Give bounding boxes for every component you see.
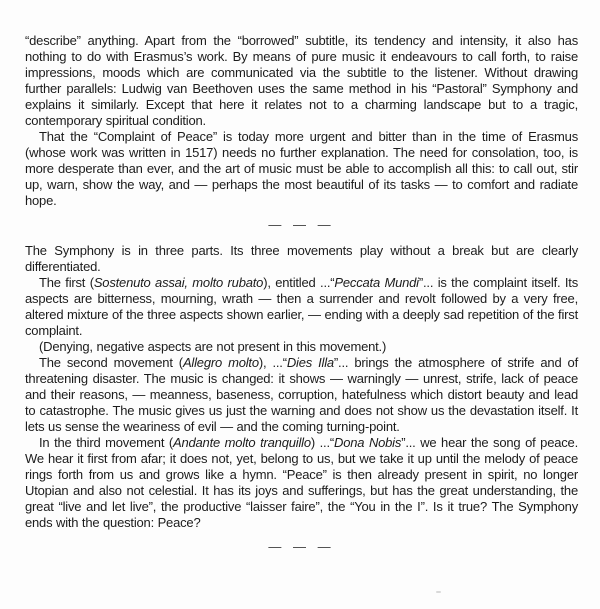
- section-symphony-structure: [25, 243, 578, 531]
- text-run: ) ...“: [310, 435, 335, 450]
- paragraph-denying-note: [25, 339, 578, 355]
- section-erasmus-context: [25, 33, 578, 209]
- text-run: The second movement (: [39, 355, 183, 370]
- italic-text-run: Dies Illa: [286, 355, 334, 370]
- text-run: In the third movement (: [39, 435, 173, 450]
- italic-text-run: Sostenuto assai, molto rubato: [93, 275, 264, 290]
- text-run: ”... is the complaint itself. Its aspects are bitterness, mourning, wrath — then a surrender and revolt followed by a very free, altered mixture of the three aspects shown earlier, — ending with a deeply sad repetition of the first complaint.: [25, 275, 578, 338]
- text-run: (Denying, negative aspects are not present in this movement.): [39, 339, 387, 354]
- paragraph-describe-anything: [25, 33, 578, 129]
- italic-text-run: Dona Nobis: [334, 435, 402, 450]
- italic-text-run: Peccata Mundi: [334, 275, 419, 290]
- paragraph-third-movement: [25, 435, 578, 531]
- text-run: The first (: [39, 275, 94, 290]
- scan-artifact-mark: [436, 591, 441, 593]
- italic-text-run: Andante molto tranquillo: [173, 435, 311, 450]
- paragraph-symphony-three-parts: [25, 243, 578, 275]
- text-run: ), ...“: [258, 355, 287, 370]
- italic-text-run: Allegro molto: [182, 355, 259, 370]
- text-run: ), entitled ...“: [263, 275, 335, 290]
- paragraph-complaint-of-peace: [25, 129, 578, 209]
- text-run: ”... we hear the song of peace. We hear it first from afar; it does not, yet, belong to us, but we take it up until the melody of peace rings forth from us and grows like a hymn. “Peace” is then already present in spirit, no longer Utopian and also not celestial. It has its joys and sufferings, but has the great understanding, the great “live and let live”, the productive “laisser faire”, the “You in the I”. Is it true? The Symphony ends with the question: Peace?: [25, 435, 578, 530]
- section-divider: — — —: [268, 217, 335, 232]
- paragraph-first-movement: [25, 275, 578, 339]
- text-run: The Symphony is in three parts. Its three movements play without a break but are clearly differentiated.: [25, 243, 578, 274]
- text-run: That the “Complaint of Peace” is today more urgent and bitter than in the time of Erasmus (whose work was written in 1517) needs no further explanation. The need for consolation, too, is more desperate than ever, and the art of music must be able to accomplish all this: to call out, stir up, warn, show the way, and — perhaps the most beautiful of its tasks — to comfort and radiate hope.: [25, 129, 578, 208]
- text-run: ”... brings the atmosphere of strife and of threatening disaster. The music is changed: it shows — warningly — unrest, strife, lack of peace and their reasons, — meanness, baseness, corruption, hatefulness which distort beauty and lead to catastrophe. The music gives us just the warning and does not show us the devastation itself. It lets us sense the weariness of evil — and the coming turning-point.: [25, 355, 578, 434]
- paragraph-second-movement: [25, 355, 578, 435]
- text-run: “describe” anything. Apart from the “borrowed” subtitle, its tendency and intensity, it also has nothing to do with Erasmus’s work. By means of pure music it endeavours to call forth, to raise impressions, moods which are communicated via the subtitle to the listener. Without drawing further parallels: Ludwig van Beethoven uses the same method in his “Pastoral” Symphony and explains it similarly. Except that here it relates not to a charming landscape but to a tragic, contemporary spiritual condition.: [25, 33, 578, 128]
- section-divider: — — —: [268, 539, 335, 554]
